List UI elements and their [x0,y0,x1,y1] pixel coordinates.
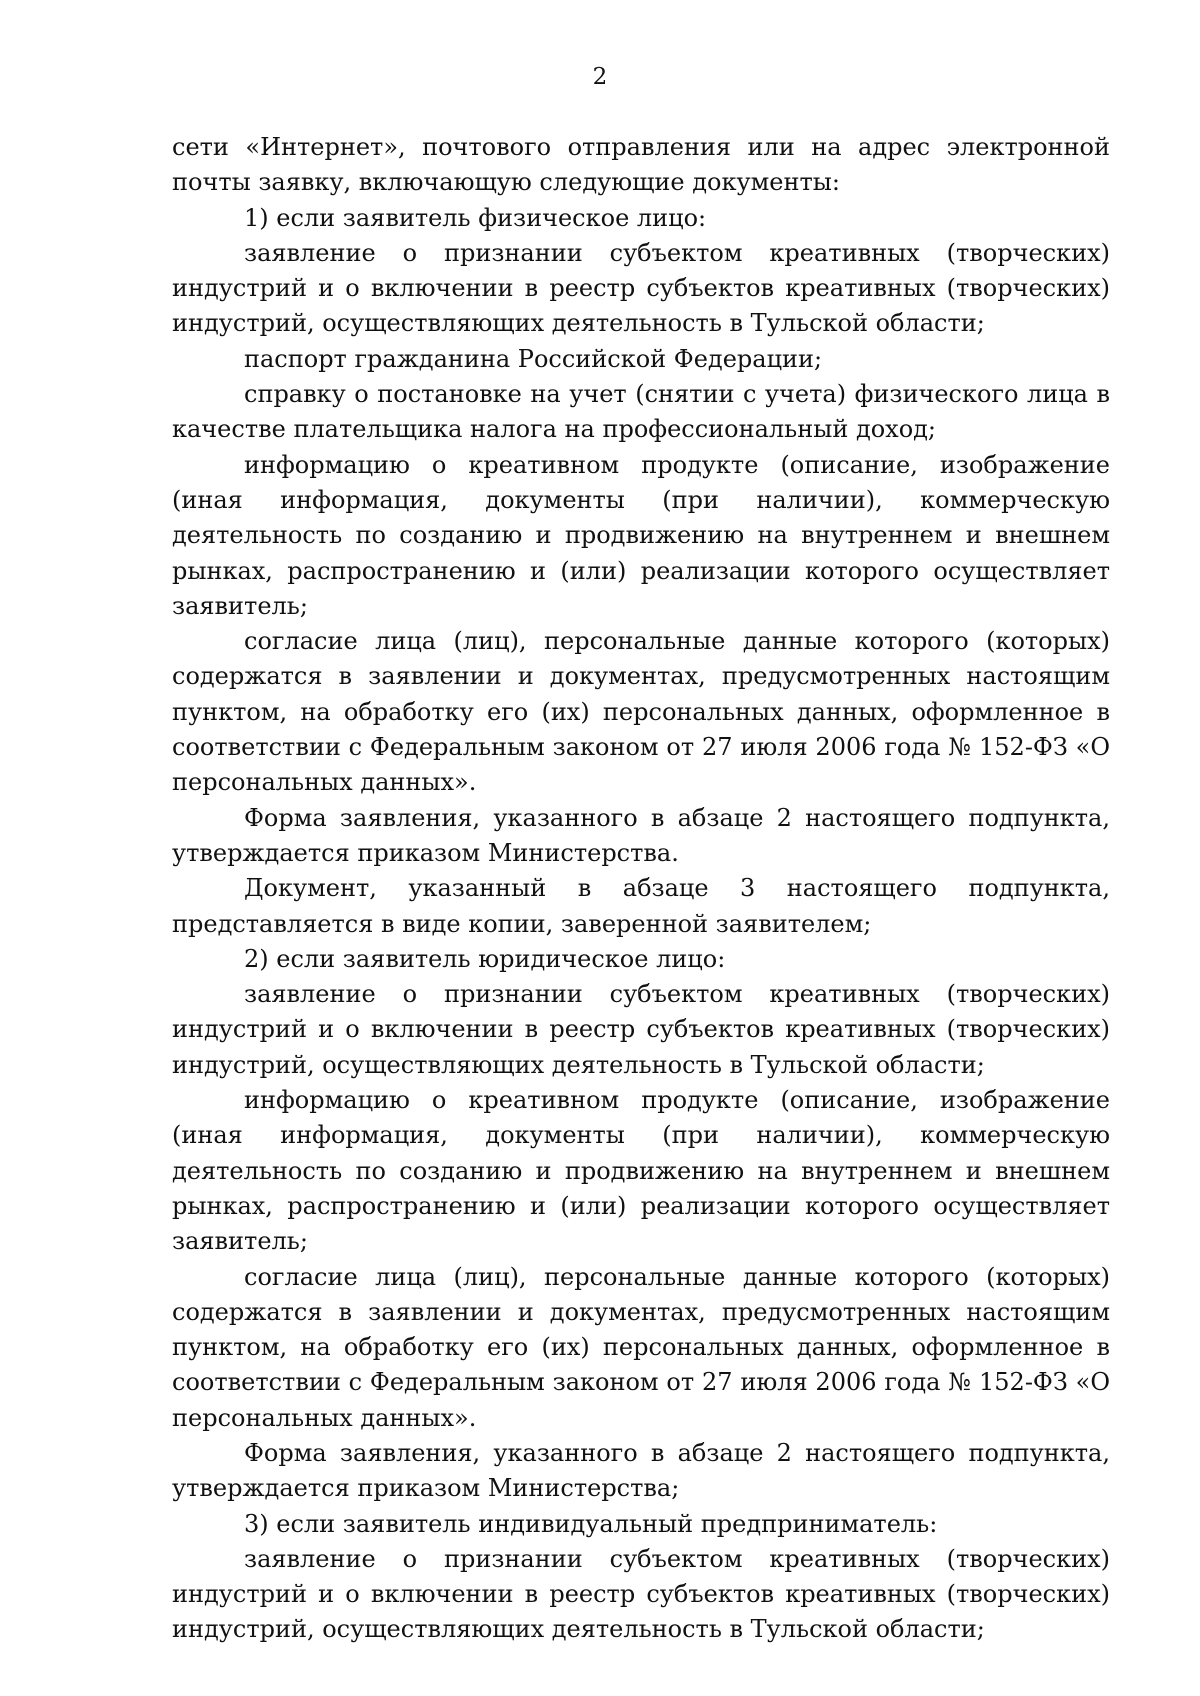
document-body [172,130,1110,1648]
paragraph: справку о постановке на учет (снятии с учета) физического лица в качестве плательщика налога на профессиональный доход; [172,380,1110,444]
paragraph: Документ, указанный в абзаце 3 настоящего подпункта, представляется в виде копии, заверенной заявителем; [172,874,1110,938]
paragraph: 1) если заявитель физическое лицо: [244,203,707,232]
paragraph: паспорт гражданина Российской Федерации; [244,344,823,373]
paragraph: заявление о признании субъектом креативных (творческих) индустрий и о включении в реестр субъектов креативных (творческих) индустрий, осуществляющих деятельность в Тульской области; [172,1544,1110,1644]
paragraph: заявление о признании субъектом креативных (творческих) индустрий и о включении в реестр субъектов креативных (творческих) индустрий, осуществляющих деятельность в Тульской области; [172,980,1110,1079]
paragraph: 2) если заявитель юридическое лицо: [244,944,726,973]
paragraph: Форма заявления, указанного в абзаце 2 настоящего подпункта, утверждается приказом Министерства; [172,1438,1110,1503]
paragraph: заявление о признании субъектом креативных (творческих) индустрий и о включении в реестр субъектов креативных (творческих) индустрий, осуществляющих деятельность в Тульской области; [172,238,1110,338]
paragraph: сети «Интернет», почтового отправления или на адрес электронной почты заявку, включающую следующие документы: [172,133,1110,197]
page-number: 2 [592,64,608,90]
paragraph: согласие лица (лиц), персональные данные которого (которых) содержатся в заявлении и документах, предусмотренных настоящим пунктом, на обработку его (их) персональных данных, оформленное в соответствии с Федеральным законом от 27 июля 2006 года № 152-ФЗ «О персональных данных». [172,1262,1110,1432]
paragraph: согласие лица (лиц), персональные данные которого (которых) содержатся в заявлении и документах, предусмотренных настоящим пунктом, на обработку его (их) персональных данных, оформленное в соответствии с Федеральным законом от 27 июля 2006 года № 152-ФЗ «О персональных данных». [172,627,1110,797]
paragraph: информацию о креативном продукте (описание, изображение (иная информация, документы (при наличии), коммерческую деятельность по созданию и продвижению на внутреннем и внешнем рынках, распространению и (или) реализации которого осуществляет заявитель; [172,1086,1110,1256]
paragraph: информацию о креативном продукте (описание, изображение (иная информация, документы (при наличии), коммерческую деятельность по созданию и продвижению на внутреннем и внешнем рынках, распространению и (или) реализации которого осуществляет заявитель; [172,450,1110,620]
paragraph: Форма заявления, указанного в абзаце 2 настоящего подпункта, утверждается приказом Министерства. [172,803,1110,867]
paragraph: 3) если заявитель индивидуальный предприниматель: [244,1509,938,1538]
